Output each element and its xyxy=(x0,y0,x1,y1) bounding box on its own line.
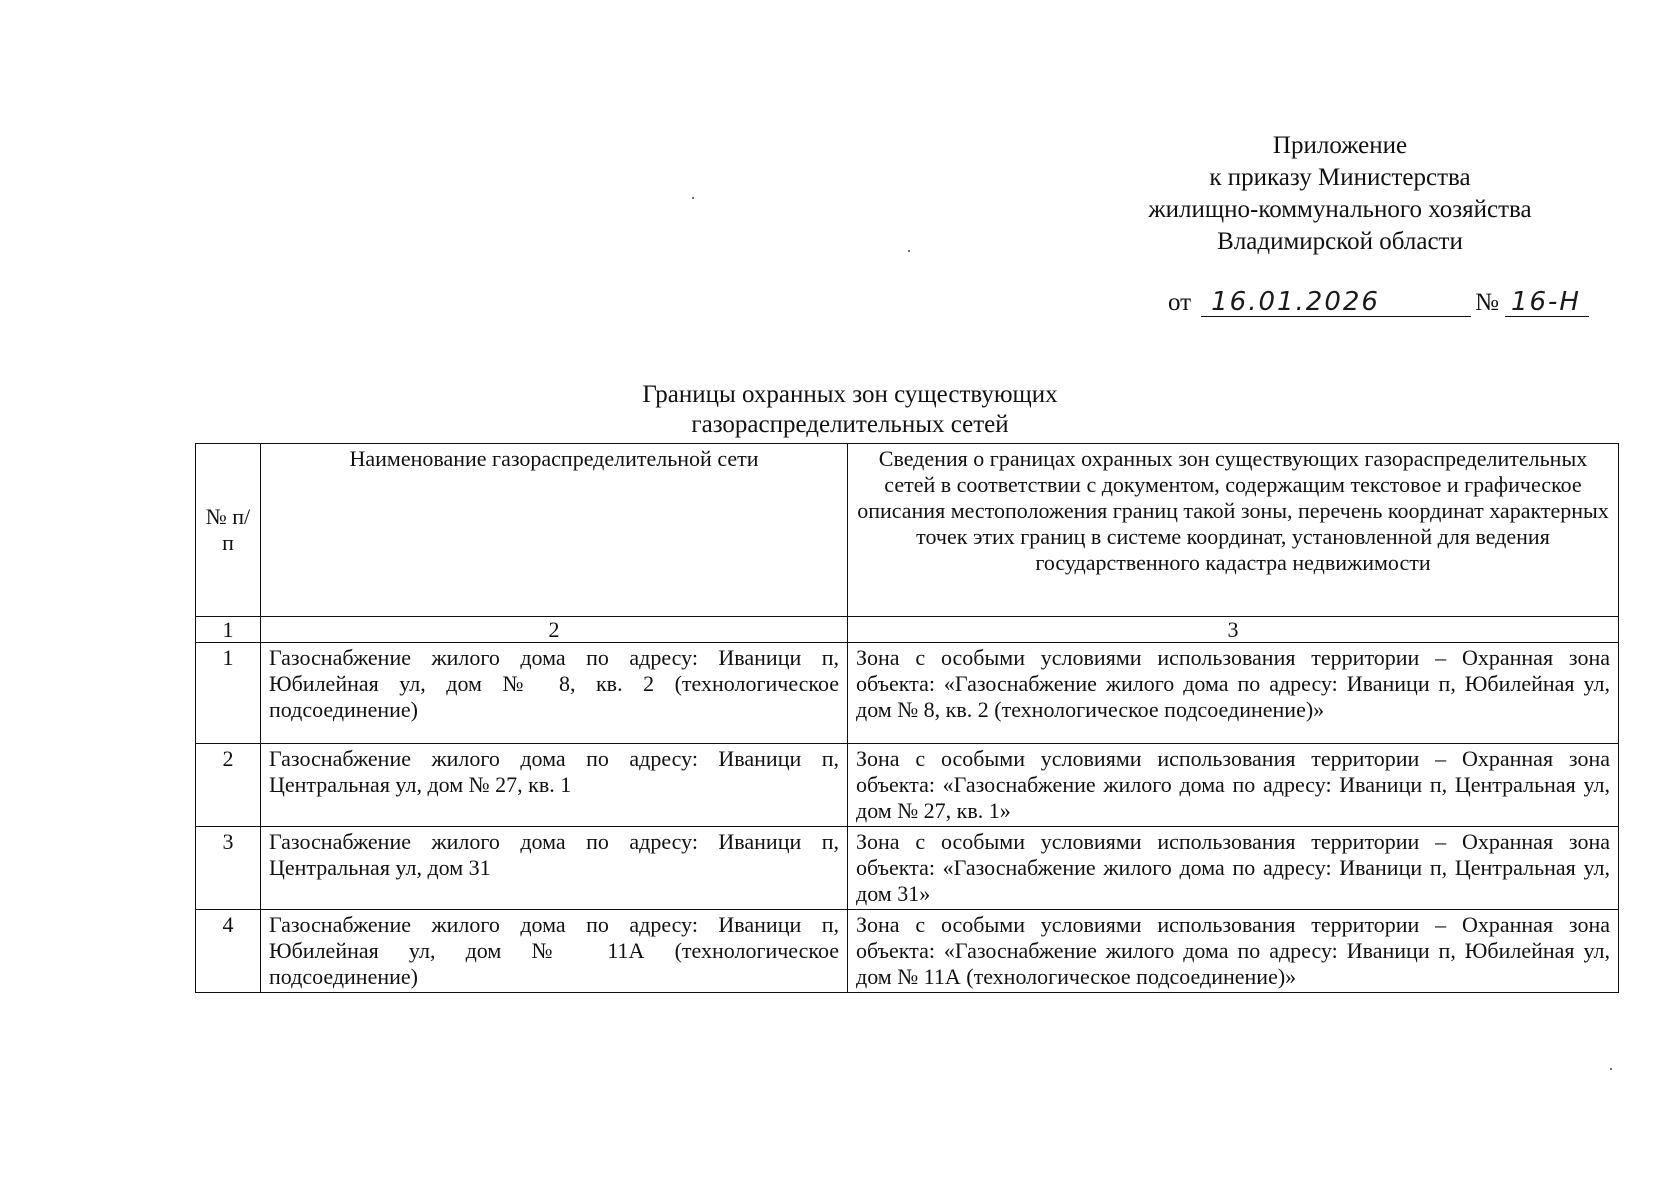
zone-info: Зона с особыми условиями использования территории – Охранная зона объекта: «Газоснабжение жилого дома по адресу: Иваници п, Центральная ул, дом 31» xyxy=(848,827,1619,910)
column-index: 2 xyxy=(261,617,848,643)
header-number: № п/п xyxy=(196,444,261,617)
zone-info: Зона с особыми условиями использования территории – Охранная зона объекта: «Газоснабжение жилого дома по адресу: Иваници п, Юбилейная ул, дом № 8, кв. 2 (технологическое подсоединение)» xyxy=(848,643,1619,744)
table-row xyxy=(196,827,1619,910)
document-title-line: Границы охранных зон существующих xyxy=(642,381,1058,408)
column-index: 1 xyxy=(196,617,261,643)
handwritten-date: 16.01.2026 xyxy=(1201,288,1471,317)
number-sign: № xyxy=(1475,289,1499,316)
table-header-row xyxy=(196,444,1619,617)
appendix-header xyxy=(1100,130,1580,258)
appendix-header-line: жилищно-коммунального хозяйства xyxy=(1148,196,1532,223)
handwritten-order-number: 16-Н xyxy=(1505,288,1589,317)
document-title-line: газораспределительных сетей xyxy=(691,411,1009,438)
header-zone-info: Сведения о границах охранных зон существующих газораспределительных сетей в соответствии с документом, содержащим текстовое и графическое описания местоположения границ такой зоны, перечень координат характерных точек этих границ в системе координат, установленной для ведения государственного кадастра недвижимости xyxy=(848,444,1619,617)
table-row xyxy=(196,643,1619,744)
row-number: 4 xyxy=(196,910,261,993)
column-index: 3 xyxy=(848,617,1619,643)
appendix-header-line: Приложение xyxy=(1272,132,1408,159)
appendix-header-line: к приказу Министерства xyxy=(1209,164,1471,191)
scan-speck xyxy=(692,197,694,199)
network-name: Газоснабжение жилого дома по адресу: Иваници п, Юбилейная ул, дом № 11А (технологическое подсоединение) xyxy=(261,910,848,993)
scan-speck xyxy=(1610,1068,1612,1070)
table-row xyxy=(196,910,1619,993)
network-name: Газоснабжение жилого дома по адресу: Иваници п, Центральная ул, дом № 27, кв. 1 xyxy=(261,744,848,827)
row-number: 2 xyxy=(196,744,261,827)
zone-info: Зона с особыми условиями использования территории – Охранная зона объекта: «Газоснабжение жилого дома по адресу: Иваници п, Центральная ул, дом № 27, кв. 1» xyxy=(848,744,1619,827)
scan-speck xyxy=(908,250,910,252)
order-date-number-line xyxy=(1168,288,1589,317)
date-prefix: от xyxy=(1168,289,1192,316)
zone-info: Зона с особыми условиями использования территории – Охранная зона объекта: «Газоснабжение жилого дома по адресу: Иваници п, Юбилейная ул, дом № 11А (технологическое подсоединение)» xyxy=(848,910,1619,993)
appendix-header-line: Владимирской области xyxy=(1217,228,1463,255)
network-name: Газоснабжение жилого дома по адресу: Иваници п, Центральная ул, дом 31 xyxy=(261,827,848,910)
table-row xyxy=(196,744,1619,827)
protection-zones-table xyxy=(195,443,1619,993)
network-name: Газоснабжение жилого дома по адресу: Иваници п, Юбилейная ул, дом № 8, кв. 2 (технологическое подсоединение) xyxy=(261,643,848,744)
column-index-row xyxy=(196,617,1619,643)
row-number: 3 xyxy=(196,827,261,910)
row-number: 1 xyxy=(196,643,261,744)
header-network-name: Наименование газораспределительной сети xyxy=(261,444,848,617)
document-title xyxy=(500,380,1200,440)
